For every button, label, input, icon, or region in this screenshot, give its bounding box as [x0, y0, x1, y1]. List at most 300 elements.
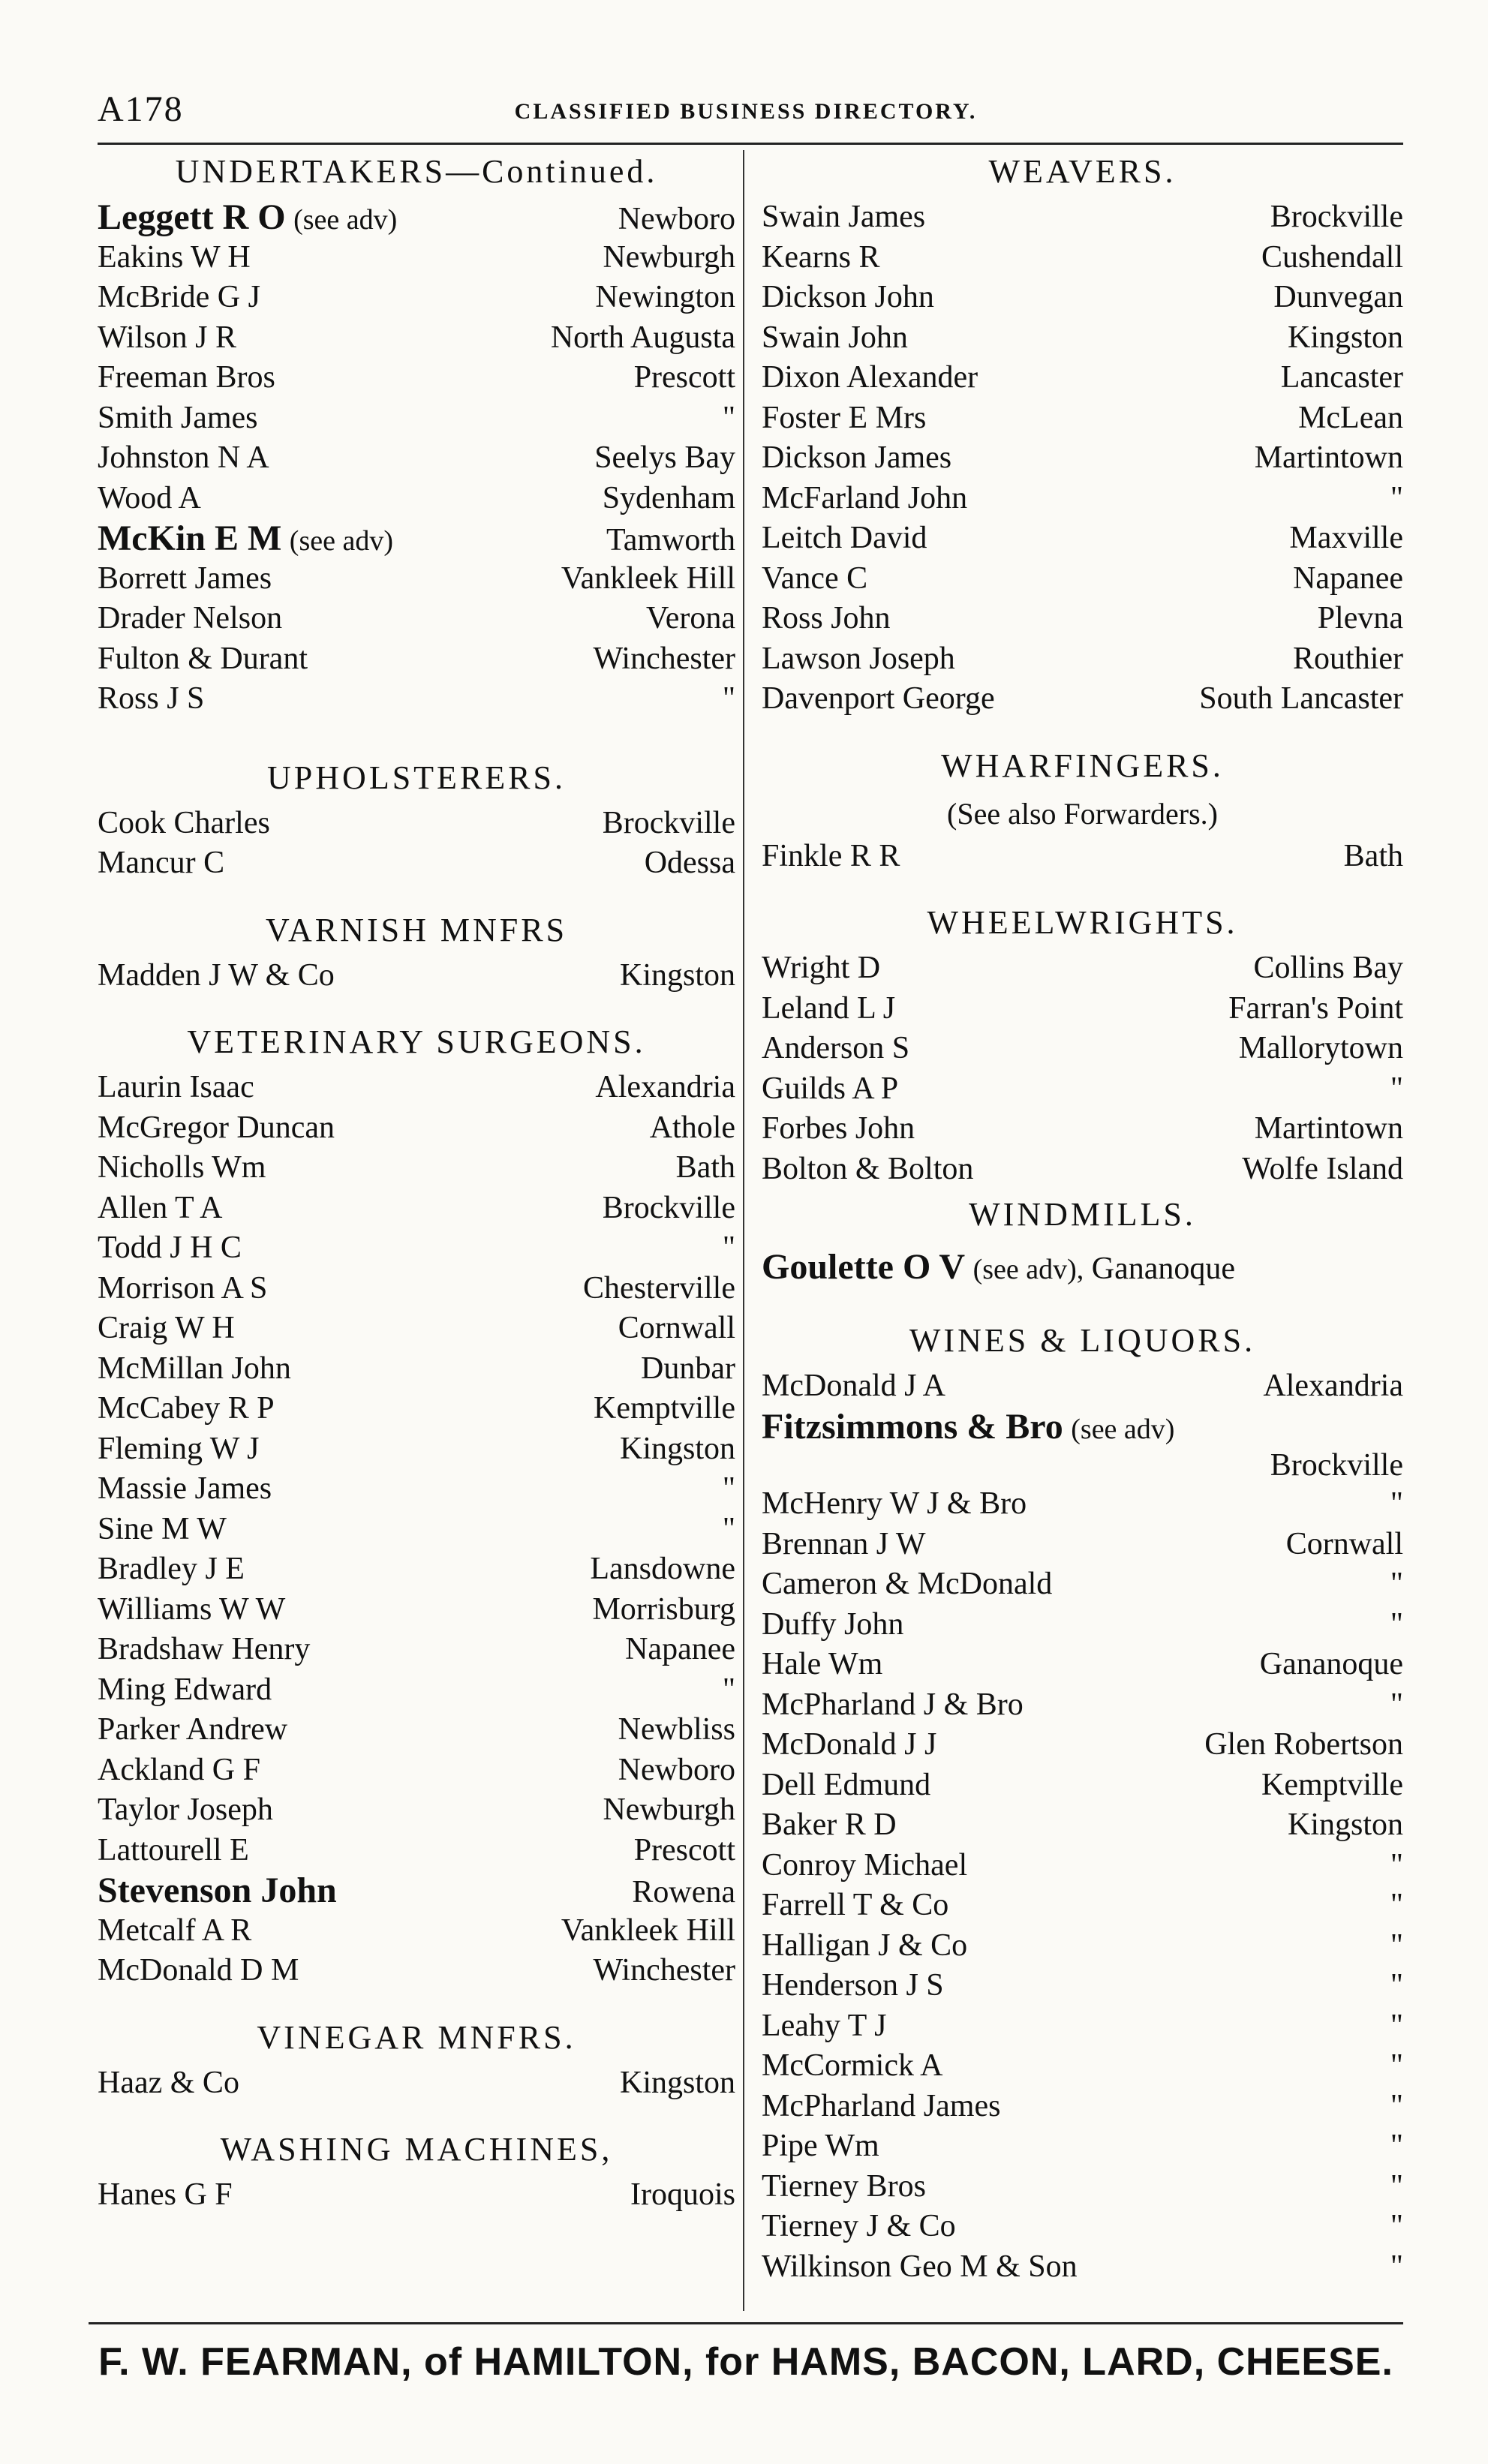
entry-name-group	[98, 1269, 267, 1309]
entry-name: Lawson Joseph	[762, 641, 955, 676]
entry-name-group	[98, 278, 260, 318]
list-item	[98, 804, 735, 844]
entry-adv-note: (see adv)	[1071, 1413, 1175, 1445]
entry-name: Allen T A	[98, 1190, 223, 1225]
running-title: CLASSIFIED BUSINESS DIRECTORY.	[514, 99, 978, 124]
entry-place: Alexandria	[1263, 1369, 1403, 1403]
entry-name-group	[762, 1926, 967, 1967]
entry-name: Swain James	[762, 200, 926, 234]
entry-name: Hanes G F	[98, 2177, 233, 2212]
list-item	[98, 2063, 735, 2104]
section-heading: WINDMILLS.	[969, 1196, 1196, 1233]
list-item	[762, 238, 1403, 278]
entry-name: McCormick A	[762, 2048, 943, 2083]
entry-name-group	[762, 599, 891, 639]
entry-name: McBride G J	[98, 280, 260, 314]
header-rule	[98, 143, 1403, 145]
entry-place: Vankleek Hill	[561, 1913, 735, 1948]
entry-name: Vance C	[762, 560, 868, 596]
entry-name-group	[762, 1645, 882, 1685]
entry-name: Ackland G F	[98, 1752, 260, 1787]
entry-place: "	[722, 681, 735, 716]
entry-name-group	[98, 1951, 299, 1991]
entry-name: Halligan J & Co	[762, 1928, 968, 1963]
list-item	[762, 2247, 1403, 2288]
section-heading: UPHOLSTERERS.	[267, 759, 566, 796]
list-item	[762, 197, 1403, 238]
entry-name: Taylor Joseph	[98, 1792, 273, 1827]
entry-place: Seelys Bay	[594, 440, 735, 475]
list-item	[98, 843, 735, 884]
list-item	[98, 1269, 735, 1309]
entry-name-group	[762, 278, 934, 318]
entry-place: Gananoque	[1259, 1647, 1403, 1681]
entry-name: Tierney Bros	[762, 2168, 926, 2204]
list-item	[98, 1750, 735, 1791]
list-item	[98, 518, 735, 559]
entry-name: Foster E Mrs	[762, 400, 927, 435]
entry-place: "	[1390, 1486, 1403, 1521]
entry-place: Newburgh	[603, 1792, 735, 1827]
entry-name: Williams W W	[98, 1591, 286, 1627]
list-item	[762, 2126, 1403, 2167]
entry-name-group	[762, 2207, 956, 2247]
entry-name: McPharland J & Bro	[762, 1687, 1024, 1722]
entry-name: Ross John	[762, 601, 891, 636]
entry-name: Wilson J R	[98, 320, 237, 355]
entry-name-group	[98, 1630, 310, 1670]
entry-place: Winchester	[593, 641, 735, 676]
entry-place: Morrisburg	[592, 1591, 735, 1627]
entry-place: Winchester	[593, 1953, 735, 1988]
entry-name: McKin E M	[98, 518, 282, 558]
entry-name: Borrett James	[98, 560, 272, 596]
varnish-list	[98, 956, 735, 996]
list-item	[98, 1228, 735, 1269]
list-item	[98, 438, 735, 479]
entry-place: Brockville	[1270, 200, 1403, 234]
entry-name: McHenry W J & Bro	[762, 1486, 1027, 1521]
entry-name-group	[762, 679, 995, 720]
section-heading: VETERINARY SURGEONS.	[187, 1023, 646, 1060]
entry-name-group	[98, 679, 204, 720]
entry-name: Anderson S	[762, 1031, 910, 1065]
entry-place: "	[1390, 480, 1403, 515]
wines-list-start	[762, 1366, 1403, 1407]
footer-rule	[89, 2322, 1403, 2324]
section-heading: WHEELWRIGHTS.	[927, 904, 1238, 941]
entry-name-group	[98, 1831, 249, 1871]
entry-name-group	[98, 518, 393, 562]
entry-place: Kingston	[619, 1431, 735, 1466]
entry-place: Napanee	[625, 1632, 735, 1666]
entry-place: "	[1390, 1847, 1403, 1883]
entry-adv-note: (see adv),	[972, 1254, 1084, 1285]
entry-place: Kemptville	[1261, 1767, 1403, 1802]
entry-place: Kingston	[1287, 1807, 1403, 1842]
list-item	[762, 398, 1403, 439]
list-item	[98, 1389, 735, 1429]
entry-name: McMillan John	[98, 1351, 291, 1386]
entry-name: Fitzsimmons & Bro	[762, 1406, 1063, 1447]
entry-name: McDonald J A	[762, 1369, 945, 1403]
entry-name: Drader Nelson	[98, 601, 283, 636]
entry-name: Wilkinson Geo M & Son	[762, 2249, 1078, 2284]
list-item	[98, 1429, 735, 1470]
entry-place: "	[1390, 1606, 1403, 1642]
list-item	[762, 518, 1403, 559]
list-item	[98, 1469, 735, 1510]
entry-name-group	[762, 398, 926, 439]
list-item	[98, 479, 735, 519]
entry-place: Vankleek Hill	[561, 560, 735, 596]
entry-name: Farrell T & Co	[762, 1888, 949, 1922]
list-item	[762, 1685, 1403, 1726]
list-item	[98, 1349, 735, 1390]
entry-name: Smith James	[98, 400, 258, 435]
list-item	[762, 1029, 1403, 1069]
entry-name-group	[762, 1484, 1027, 1525]
entry-place: Athole	[649, 1110, 735, 1145]
entry-place: South Lancaster	[1199, 681, 1403, 716]
entry-place: Plevna	[1317, 601, 1403, 636]
entry-name-group	[98, 1349, 291, 1390]
entry-name-group	[98, 804, 270, 844]
section-heading: WHARFINGERS.	[941, 747, 1224, 784]
list-item	[762, 1605, 1403, 1645]
entry-adv-note: (see adv)	[293, 204, 398, 236]
entry-name-group	[762, 1966, 944, 2006]
weavers-list	[762, 197, 1403, 720]
entry-place: Newbliss	[618, 1712, 735, 1747]
section-heading: VINEGAR MNFRS.	[257, 2018, 576, 2056]
entry-name-group	[98, 1750, 260, 1791]
list-item	[98, 559, 735, 599]
entry-place: Gananoque	[1091, 1252, 1236, 1286]
entry-name-group	[762, 1149, 973, 1190]
entry-place: Collins Bay	[1253, 951, 1403, 985]
page-header	[89, 89, 1403, 141]
entry-name: Laurin Isaac	[98, 1070, 254, 1104]
entry-name-group	[762, 438, 951, 479]
entry-place: "	[1390, 2008, 1403, 2043]
entry-place: "	[1390, 2209, 1403, 2243]
entry-place: Bath	[675, 1150, 735, 1185]
entry-name-group	[762, 1029, 909, 1069]
entry-place: Odessa	[644, 846, 735, 880]
entry-place: Rowena	[632, 1875, 735, 1910]
entry-name: McFarland John	[762, 480, 968, 515]
entry-name: Tierney J & Co	[762, 2209, 956, 2243]
entry-name: Johnston N A	[98, 440, 269, 475]
list-item	[762, 1240, 1403, 1294]
entry-name: McPharland James	[762, 2088, 1001, 2123]
entry-name: Goulette O V	[762, 1247, 966, 1287]
entry-name-group	[762, 518, 927, 559]
entry-name-group	[762, 2247, 1078, 2288]
entry-place: Bath	[1343, 838, 1403, 873]
list-item	[98, 2175, 735, 2216]
entry-name-group	[762, 1805, 897, 1846]
list-item	[98, 358, 735, 398]
entry-name: Dickson James	[762, 440, 952, 475]
entry-name: Baker R D	[762, 1807, 897, 1842]
entry-name-group	[98, 1590, 285, 1630]
list-item	[98, 398, 735, 439]
entry-place: Prescott	[633, 360, 735, 395]
entry-name-group	[98, 1068, 254, 1108]
entry-name-group	[98, 479, 201, 519]
entry-name-group	[762, 1109, 915, 1149]
entry-name: Swain John	[762, 320, 908, 355]
entry-name-group	[98, 318, 236, 359]
entry-place: "	[1390, 2249, 1403, 2284]
list-item	[762, 837, 1403, 877]
washing-list	[98, 2175, 735, 2216]
entry-place: "	[1390, 1928, 1403, 1963]
list-item	[762, 1966, 1403, 2006]
entry-name: Kearns R	[762, 239, 880, 275]
entry-place: Lansdowne	[590, 1552, 735, 1586]
entry-name: Ross J S	[98, 681, 205, 716]
entry-name: Madden J W & Co	[98, 957, 335, 993]
list-item	[762, 1765, 1403, 1806]
entry-name-group	[762, 2006, 886, 2047]
entry-name: Eakins W H	[98, 239, 251, 275]
entry-place: Verona	[646, 601, 735, 636]
entry-name: Bradshaw Henry	[98, 1632, 311, 1666]
entry-name-group	[762, 2087, 1000, 2127]
entry-place: "	[1390, 2088, 1403, 2123]
list-item	[762, 1846, 1403, 1886]
entry-place: Cushendall	[1261, 239, 1403, 275]
entry-place: Cornwall	[1285, 1526, 1403, 1561]
entry-name-group	[762, 197, 925, 238]
entry-place: North Augusta	[550, 320, 735, 355]
list-item	[762, 278, 1403, 318]
list-item	[762, 1525, 1403, 1565]
entry-name-group	[762, 948, 880, 989]
entry-name: Ming Edward	[98, 1672, 272, 1707]
wharfingers-list	[762, 837, 1403, 877]
entry-place: "	[722, 1230, 735, 1265]
entry-name-group	[98, 438, 269, 479]
entry-place: "	[1390, 1968, 1403, 2003]
list-item	[762, 1886, 1403, 1926]
entry-name: Sine M W	[98, 1511, 227, 1546]
entry-place: Wolfe Island	[1242, 1151, 1403, 1186]
entry-name: Finkle R R	[762, 838, 900, 873]
entry-name: Stevenson John	[98, 1871, 337, 1910]
list-item	[98, 318, 735, 359]
veterinary-list	[98, 1068, 735, 1991]
entry-name-group	[762, 358, 978, 398]
entry-place: Alexandria	[595, 1070, 735, 1104]
undertakers-list	[98, 197, 735, 720]
entry-adv-note: (see adv)	[289, 525, 393, 557]
section-heading: VARNISH MNFRS	[265, 911, 568, 948]
entry-place: Brockville	[1270, 1448, 1403, 1483]
entry-name-group	[762, 238, 879, 278]
list-item	[762, 479, 1403, 519]
entry-name-group	[98, 358, 275, 398]
entry-place: "	[1390, 1567, 1403, 1601]
entry-name: Todd J H C	[98, 1230, 242, 1265]
list-item	[98, 1068, 735, 1108]
entry-name-group	[98, 599, 282, 639]
list-item	[98, 238, 735, 278]
entry-place: Dunbar	[641, 1351, 735, 1386]
entry-place: Iroquois	[630, 2177, 735, 2212]
entry-name-group	[762, 1886, 948, 1926]
entry-name: Wright D	[762, 951, 881, 985]
entry-place: Dunvegan	[1273, 280, 1403, 314]
column-divider	[743, 150, 744, 2311]
entry-name-group	[98, 1549, 245, 1590]
entry-name: Lattourell E	[98, 1832, 249, 1868]
entry-name: Freeman Bros	[98, 360, 275, 395]
list-item	[98, 197, 735, 238]
list-item	[762, 948, 1403, 989]
list-item	[762, 1645, 1403, 1685]
entry-name-group	[98, 1188, 222, 1229]
entry-name-group	[762, 2126, 879, 2167]
entry-name: Forbes John	[762, 1111, 915, 1146]
list-item	[762, 2087, 1403, 2127]
entry-place: "	[1390, 2048, 1403, 2083]
entry-place: McLean	[1298, 400, 1403, 435]
entry-name-group	[762, 1685, 1024, 1726]
entry-name: Leahy T J	[762, 2008, 887, 2043]
entry-place: Brockville	[602, 1190, 735, 1225]
entry-name-group	[98, 1790, 273, 1831]
entry-place: "	[722, 1471, 735, 1506]
entry-name: McCabey R P	[98, 1391, 275, 1426]
entry-name: Morrison A S	[98, 1270, 268, 1306]
list-item	[762, 2207, 1403, 2247]
section-note: (See also Forwarders.)	[947, 796, 1218, 831]
entry-name: McGregor Duncan	[98, 1110, 335, 1145]
list-item	[762, 639, 1403, 680]
list-item	[762, 559, 1403, 599]
entry-name-group	[762, 1564, 1052, 1605]
list-item	[98, 1309, 735, 1349]
upholsterers-list	[98, 804, 735, 884]
entry-name-group	[762, 1725, 936, 1765]
left-column	[98, 146, 735, 2216]
entry-place: "	[1390, 1687, 1403, 1722]
list-item	[762, 1109, 1403, 1149]
wines-list	[762, 1484, 1403, 2287]
list-item	[762, 989, 1403, 1029]
entry-place: Mallorytown	[1238, 1031, 1403, 1065]
entry-name-group	[98, 1510, 227, 1550]
entry-name: Leitch David	[762, 521, 927, 555]
vinegar-list	[98, 2063, 735, 2104]
entry-place: "	[722, 1511, 735, 1546]
entry-name-group	[98, 956, 335, 996]
list-item	[98, 956, 735, 996]
entry-place: Napanee	[1293, 560, 1403, 596]
entry-place: Glen Robertson	[1204, 1727, 1403, 1762]
entry-place: Tamworth	[606, 523, 735, 557]
entry-place: Newboro	[618, 1752, 735, 1787]
entry-name-group	[762, 1846, 967, 1886]
list-item	[98, 599, 735, 639]
entry-place: Cornwall	[618, 1311, 735, 1345]
list-item	[762, 1805, 1403, 1846]
list-item	[762, 1149, 1403, 1190]
entry-place: "	[1390, 1071, 1403, 1106]
entry-name: Hale Wm	[762, 1647, 883, 1681]
entry-name: Cameron & McDonald	[762, 1567, 1053, 1601]
section-heading: WINES & LIQUORS.	[909, 1322, 1256, 1359]
list-item	[762, 599, 1403, 639]
entry-name: Nicholls Wm	[98, 1150, 266, 1185]
entry-name-group	[98, 559, 272, 599]
entry-name-group	[98, 843, 224, 884]
entry-name-group	[98, 1670, 272, 1711]
entry-name: Mancur C	[98, 846, 225, 880]
list-item	[98, 1790, 735, 1831]
entry-place: "	[1390, 1888, 1403, 1922]
entry-place: Routhier	[1293, 641, 1403, 676]
section-heading: WASHING MACHINES,	[220, 2131, 613, 2168]
list-item	[762, 1725, 1403, 1765]
list-item	[98, 1831, 735, 1871]
entry-name: Haaz & Co	[98, 2065, 239, 2100]
entry-name: Henderson J S	[762, 1968, 944, 2003]
entry-name-group	[98, 1228, 242, 1269]
list-item	[98, 639, 735, 680]
entry-place: "	[722, 1672, 735, 1707]
entry-place: Kingston	[619, 2065, 735, 2100]
entry-place: Brockville	[602, 805, 735, 840]
list-item	[762, 1407, 1403, 1447]
list-item	[98, 1911, 735, 1952]
wheelwrights-list	[762, 948, 1403, 1189]
entry-name-group	[762, 1525, 926, 1565]
list-item	[98, 1871, 735, 1911]
entry-name: Bolton & Bolton	[762, 1151, 974, 1186]
entry-name: Conroy Michael	[762, 1847, 968, 1883]
entry-place: Maxville	[1289, 521, 1403, 555]
right-column	[762, 146, 1403, 2287]
entry-name: Bradley J E	[98, 1552, 245, 1586]
entry-name: McDonald J J	[762, 1727, 937, 1762]
entry-name: Wood A	[98, 480, 201, 515]
list-item	[762, 358, 1403, 398]
entry-name: Dickson John	[762, 280, 934, 314]
list-item	[98, 1188, 735, 1229]
entry-place: Kemptville	[594, 1391, 735, 1426]
entry-name: Parker Andrew	[98, 1712, 288, 1747]
entry-place: Kingston	[619, 957, 735, 993]
entry-name: Dixon Alexander	[762, 360, 978, 395]
entry-name: Fleming W J	[98, 1431, 260, 1466]
entry-name-group	[98, 1710, 287, 1750]
entry-place: Farran's Point	[1228, 990, 1403, 1026]
entry-name: McDonald D M	[98, 1953, 299, 1988]
entry-name-group	[98, 1309, 235, 1349]
entry-name-group	[98, 1469, 272, 1510]
entry-place: Martintown	[1254, 1111, 1403, 1146]
entry-name-group	[762, 559, 867, 599]
entry-name-group	[762, 989, 895, 1029]
entry-name: Pipe Wm	[762, 2129, 879, 2163]
entry-place: Kingston	[1287, 320, 1403, 355]
entry-name: Duffy John	[762, 1606, 904, 1642]
